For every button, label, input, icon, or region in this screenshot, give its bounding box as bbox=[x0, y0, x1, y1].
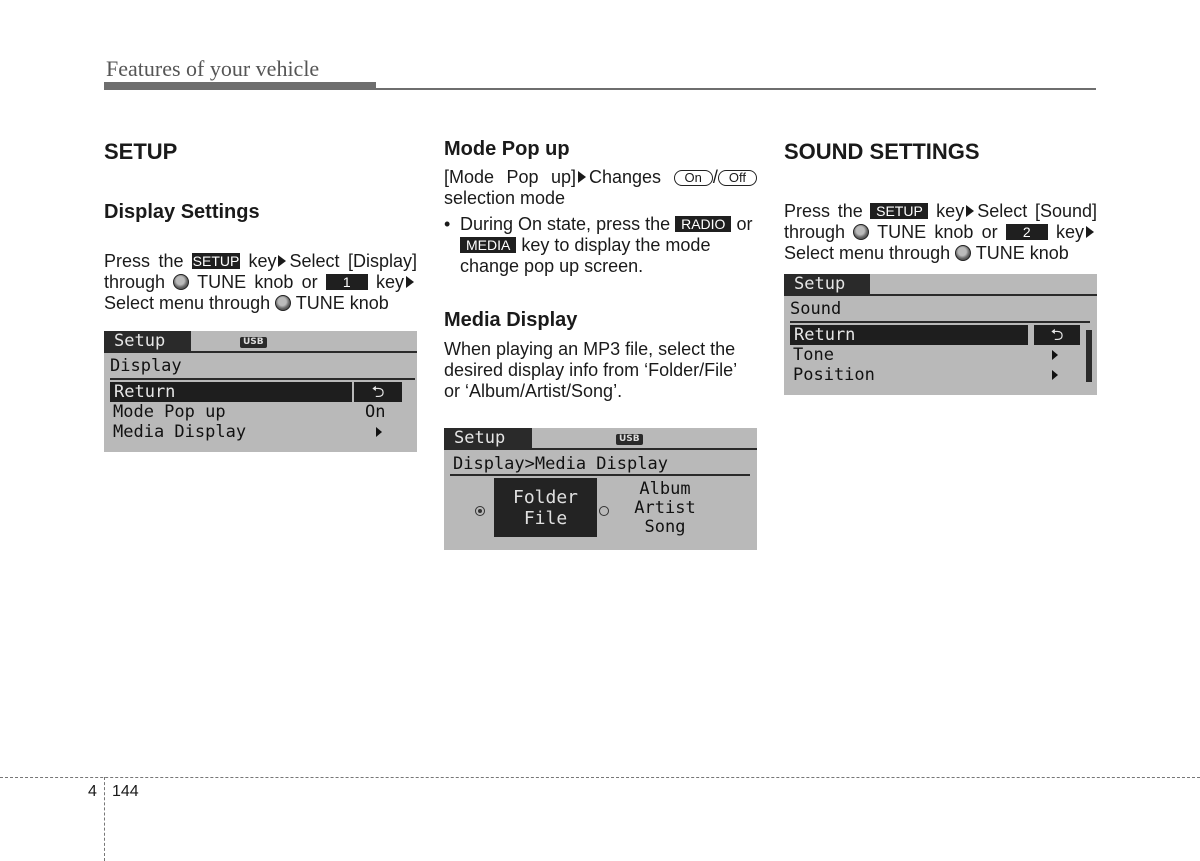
mode-popup-bullets bbox=[444, 214, 757, 277]
mode-popup-column bbox=[444, 138, 757, 550]
text-fragment: TUNE knob bbox=[971, 243, 1069, 263]
screen-heading: Display bbox=[110, 356, 182, 376]
text-fragment: Select [Display] through bbox=[104, 251, 417, 292]
folder-file-option[interactable] bbox=[494, 478, 597, 537]
footer-vertical-rule bbox=[104, 777, 105, 861]
scrollbar[interactable] bbox=[1086, 330, 1092, 382]
chevron-right-icon bbox=[376, 427, 382, 437]
key-2-label: 2 bbox=[1006, 224, 1048, 240]
sound-settings-screen bbox=[784, 274, 1097, 395]
option-label: File bbox=[523, 507, 568, 529]
media-display-text: When playing an MP3 file, select the desired display info from ‘Folder/File’ or ‘Album/Artist/Song’. bbox=[444, 339, 737, 401]
screen-top-rule bbox=[444, 448, 757, 450]
page-number: 144 bbox=[112, 783, 139, 800]
menu-item-tone[interactable]: Tone bbox=[793, 345, 834, 365]
sound-instructions bbox=[784, 201, 1097, 264]
menu-item-position[interactable]: Position bbox=[793, 365, 875, 385]
text-fragment: / bbox=[712, 167, 718, 187]
header-rule-thin bbox=[104, 88, 1096, 90]
setup-instructions bbox=[104, 251, 417, 314]
text-fragment: key bbox=[239, 251, 277, 271]
screen-divider bbox=[110, 378, 415, 380]
menu-item-media-display[interactable]: Media Display bbox=[113, 422, 247, 442]
arrow-right-icon bbox=[278, 255, 286, 267]
text-fragment: Changes bbox=[589, 167, 674, 187]
display-settings-title: Display Settings bbox=[104, 201, 260, 223]
key-1-label: 1 bbox=[326, 274, 368, 290]
text-fragment: key bbox=[1047, 222, 1085, 242]
text-fragment: TUNE knob or bbox=[869, 222, 1006, 242]
setup-title: SETUP bbox=[104, 139, 178, 164]
album-artist-song-option[interactable] bbox=[630, 480, 700, 537]
text-fragment: key bbox=[928, 201, 965, 221]
radio-key-label: RADIO bbox=[675, 216, 731, 232]
tune-knob-icon bbox=[173, 274, 189, 290]
menu-item-mode-pop-up[interactable]: Mode Pop up bbox=[113, 402, 226, 422]
text-fragment: Press the bbox=[104, 251, 192, 271]
usb-badge: USB bbox=[616, 434, 643, 445]
chevron-right-icon bbox=[1052, 350, 1058, 360]
text-fragment: Press the bbox=[784, 201, 871, 221]
screen-divider bbox=[790, 321, 1090, 323]
text-fragment: Select menu through bbox=[784, 243, 956, 263]
footer-rule bbox=[0, 777, 1200, 778]
list-item bbox=[444, 214, 757, 277]
folder-file-radio[interactable] bbox=[475, 506, 485, 516]
arrow-right-icon bbox=[966, 205, 974, 217]
text-fragment: or bbox=[731, 214, 753, 234]
text-fragment: TUNE knob or bbox=[189, 272, 326, 292]
screen-tab: Setup bbox=[104, 331, 191, 351]
return-icon: ⮌ bbox=[354, 382, 402, 402]
display-settings-screen bbox=[104, 331, 417, 452]
arrow-right-icon bbox=[406, 276, 414, 288]
text-fragment: TUNE knob bbox=[291, 293, 389, 313]
media-display-title: Media Display bbox=[444, 309, 578, 331]
screen-heading: Display>Media Display bbox=[453, 454, 668, 474]
setup-key-label: SETUP bbox=[192, 253, 240, 269]
media-key-label: MEDIA bbox=[460, 237, 516, 253]
usb-badge: USB bbox=[240, 337, 267, 348]
setup-column bbox=[104, 134, 417, 452]
screen-tab: Setup bbox=[784, 274, 870, 294]
chapter-number: 4 bbox=[88, 783, 97, 800]
setup-key-label: SETUP bbox=[870, 203, 928, 219]
screen-top-rule bbox=[104, 351, 417, 353]
menu-item-return[interactable]: Return bbox=[790, 325, 1028, 345]
text-fragment: key bbox=[367, 272, 405, 292]
screen-divider bbox=[450, 474, 750, 476]
menu-item-return[interactable]: Return bbox=[110, 382, 352, 402]
sound-settings-title: SOUND SETTINGS bbox=[784, 139, 980, 164]
text-fragment: key to display the mode change pop up screen. bbox=[460, 235, 711, 276]
arrow-right-icon bbox=[578, 171, 586, 183]
sound-settings-column bbox=[784, 134, 1097, 395]
screen-top-rule bbox=[784, 294, 1097, 296]
mode-popup-title: Mode Pop up bbox=[444, 138, 570, 160]
tune-knob-icon bbox=[955, 245, 971, 261]
arrow-right-icon bbox=[1086, 226, 1094, 238]
text-fragment: Select [Sound] through bbox=[784, 201, 1097, 242]
mode-pop-up-value: On bbox=[365, 402, 386, 422]
screen-heading: Sound bbox=[790, 299, 842, 319]
off-option-label: Off bbox=[718, 170, 757, 186]
option-label: Song bbox=[644, 517, 686, 537]
option-label: Album bbox=[639, 479, 691, 499]
screen-tab: Setup bbox=[444, 428, 532, 448]
text-fragment: [Mode Pop up] bbox=[444, 167, 576, 187]
media-display-screen bbox=[444, 428, 757, 550]
tune-knob-icon bbox=[275, 295, 291, 311]
running-header: Features of your vehicle bbox=[106, 56, 320, 81]
option-label: Artist bbox=[634, 498, 696, 518]
text-fragment: Select menu through bbox=[104, 293, 276, 313]
chevron-right-icon bbox=[1052, 370, 1058, 380]
return-icon: ⮌ bbox=[1034, 325, 1080, 345]
text-fragment: selection mode bbox=[444, 188, 566, 208]
on-option-label: On bbox=[674, 170, 713, 186]
option-label: Folder bbox=[512, 486, 579, 508]
tune-knob-icon bbox=[853, 224, 869, 240]
mode-popup-line bbox=[444, 167, 757, 209]
album-artist-song-radio[interactable] bbox=[599, 506, 609, 516]
text-fragment: During On state, press the bbox=[460, 214, 676, 234]
